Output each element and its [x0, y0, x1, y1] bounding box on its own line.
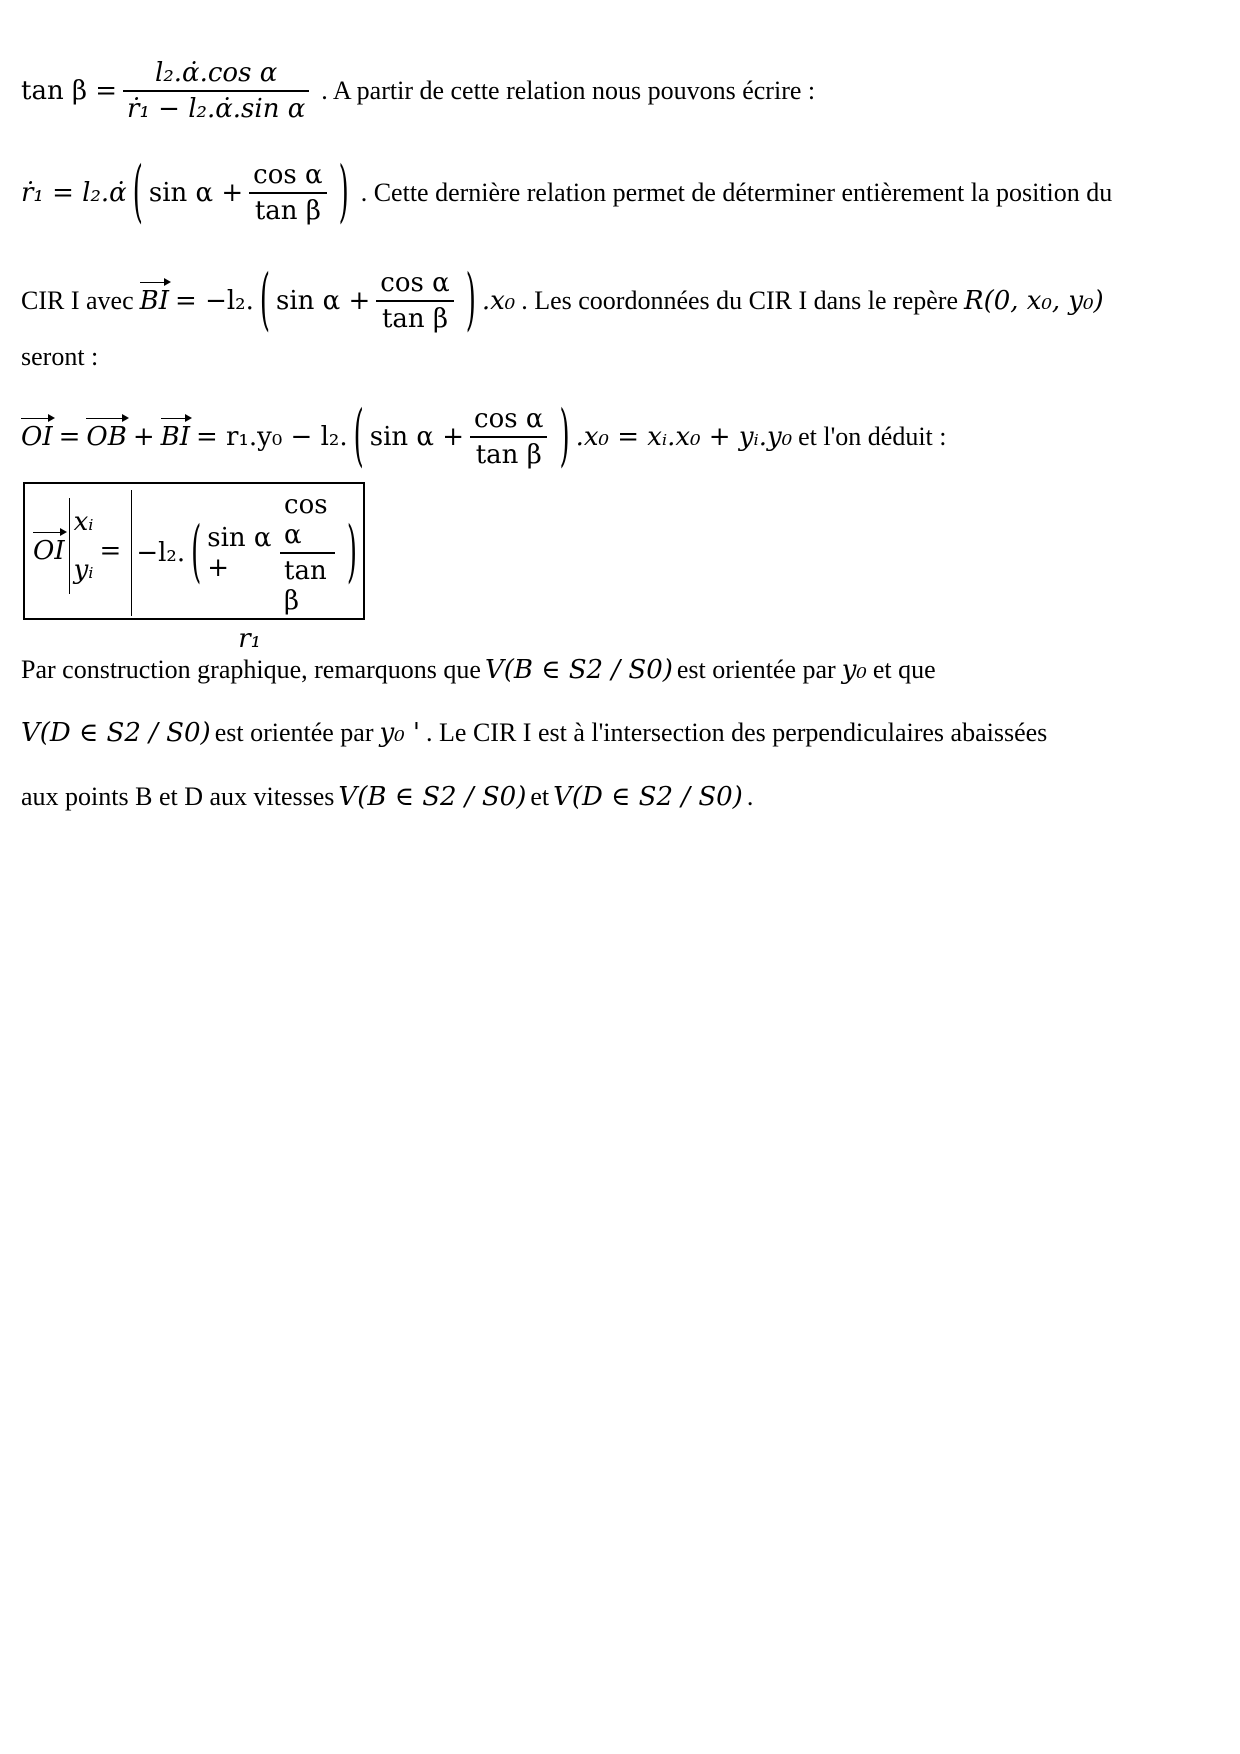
eq-lhs: ṙ₁ = l₂.α̇: [21, 178, 127, 208]
row1-lead: −l₂.: [136, 538, 186, 568]
fraction-denominator: tan β: [381, 304, 448, 334]
paragraph-text: . Cette dernière relation permet de déterminer entièrement la position du: [360, 178, 1113, 207]
fraction-numerator: cos α: [380, 268, 450, 298]
cos-tan-fraction: [280, 490, 335, 616]
paren-lead: sin α +: [207, 523, 272, 583]
eq-part-b: .x₀ = xᵢ.x₀ + yᵢ.y₀: [575, 422, 793, 452]
paragraph-text: seront :: [21, 342, 99, 371]
seront-line: [21, 342, 1220, 372]
paragraph-text: .: [746, 782, 754, 811]
vector-bi: BI: [139, 286, 170, 316]
right-paren: ): [465, 262, 476, 340]
fraction-denominator: tan β: [284, 556, 327, 616]
oi-equation-line: [21, 398, 1220, 476]
coordinate-labels: [69, 498, 94, 594]
oi-coordinates: [33, 490, 363, 654]
fraction-numerator: l₂.α̇.cos α: [155, 58, 278, 88]
cos-tan-fraction: [249, 160, 326, 226]
y0-prime-vector: y₀ ': [379, 718, 421, 748]
eq-tail: .x₀: [481, 286, 516, 316]
equation-r1-line: [21, 154, 1220, 232]
paragraph-text: . Les coordonnées du CIR I dans le repère: [521, 286, 958, 315]
left-paren: (: [353, 398, 364, 476]
oi-equation: OI = OB + BI = r₁.y₀ − l₂. ( sin α + $\frac{\text{cos α}}{\text{tan β}}$ ) .x₀ = xᵢ.x₀ + yᵢ.y₀: [21, 398, 793, 476]
vector-bi: BI: [160, 422, 190, 452]
reference-frame: R(0, x₀, y₀): [964, 286, 1104, 316]
eq-mid: = −l₂.: [175, 286, 254, 316]
yi-value: r₁: [238, 624, 262, 654]
velocity-d: V(D ∈ S2 / S0): [21, 718, 211, 748]
cir-bi-line: [21, 262, 1220, 340]
right-paren: ): [346, 514, 357, 592]
y0-vector: y₀: [841, 655, 867, 685]
equation-tan-beta-line: [21, 58, 1220, 124]
paragraph-text: est orientée par: [676, 655, 836, 684]
velocity-d: V(D ∈ S2 / S0): [553, 782, 743, 812]
coordinate-values: [131, 490, 363, 654]
vector-oi: OI: [33, 536, 65, 566]
paragraph-text: est orientée par: [214, 718, 374, 747]
paragraph-text: et: [530, 782, 550, 811]
left-paren: (: [259, 262, 271, 340]
paragraph-text: et l'on déduit :: [798, 422, 947, 451]
paren-lead: sin α +: [276, 286, 371, 316]
right-paren: ): [338, 154, 349, 232]
xi-label: xᵢ: [73, 507, 94, 537]
paragraph-text: aux points B et D aux vitesses: [21, 782, 335, 811]
xi-value: [136, 490, 363, 616]
tan-beta-equation: [21, 58, 315, 124]
paragraph-lead: CIR I avec: [21, 286, 134, 315]
fraction-numerator: cos α: [474, 404, 544, 434]
velocity-b: V(B ∈ S2 / S0): [338, 782, 527, 812]
eq-lhs: tan β =: [21, 76, 118, 106]
left-paren: (: [132, 154, 143, 232]
construction-line-1: [21, 655, 1220, 685]
cos-tan-fraction: [470, 404, 547, 470]
left-paren: (: [191, 514, 202, 592]
tan-beta-fraction: [123, 58, 309, 124]
boxed-result: [23, 482, 365, 654]
fraction-numerator: cos α: [284, 490, 328, 550]
cos-tan-fraction: [376, 268, 453, 334]
equals-sign: =: [99, 536, 122, 566]
right-paren: ): [559, 398, 570, 476]
paragraph-text: . A partir de cette relation nous pouvons écrire :: [321, 76, 816, 105]
construction-line-3: [21, 782, 1220, 812]
vector-oi: OI: [21, 422, 53, 452]
paragraph-text: . Le CIR I est à l'intersection des perpendiculaires abaissées: [426, 718, 1048, 747]
paragraph-text: et que: [872, 655, 936, 684]
fraction-denominator: tan β: [254, 196, 321, 226]
eq-part-a: = r₁.y₀ − l₂.: [196, 422, 348, 452]
construction-line-2: [21, 718, 1220, 748]
r1-equation: [21, 154, 355, 232]
paren-lead: sin α +: [148, 178, 244, 208]
paren-lead: sin α +: [369, 422, 465, 452]
vector-ob: OB: [86, 422, 127, 452]
paragraph-text: Par construction graphique, remarquons que: [21, 655, 481, 684]
fraction-denominator: tan β: [475, 440, 542, 470]
bi-equation: [139, 262, 516, 340]
yi-label: yᵢ: [73, 555, 94, 585]
fraction-numerator: cos α: [253, 160, 323, 190]
fraction-denominator: ṙ₁ − l₂.α̇.sin α: [127, 94, 306, 124]
velocity-b: V(B ∈ S2 / S0): [484, 655, 673, 685]
